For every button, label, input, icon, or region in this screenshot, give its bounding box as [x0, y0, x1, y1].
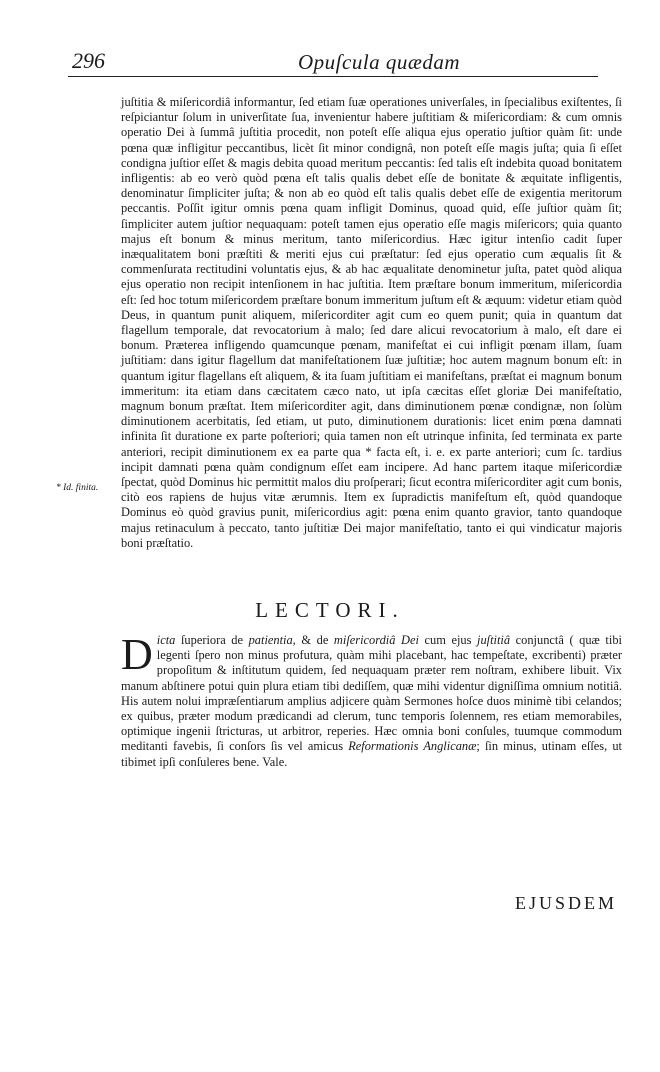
drop-cap: D [121, 630, 153, 679]
page-number: 296 [72, 48, 105, 73]
term-patientia: patientia [248, 633, 293, 647]
lector-text-5: ; ſin minus, utinam eſſes, ut tibimet ipſi conſuleres bene. Vale. [121, 739, 622, 769]
lector-text-4: conjunctâ ( quæ tibi legenti ſpero non minus profutura, quàm mihi placebant, hac tempeſtate, excribenti) præter propoſitum & inſtitutum quidem, ſed nequaquam præter rem noſtram, exhibere libuit. Vix manum abſtinere potui quin plura etiam tibi dediſſem, quæ mihi videntur digniſſima omnium notitiâ. His autem nolui impræſentiarum amplius adjicere quàm Sermones hoſce duos minimè tibi celandos; ex quibus, præter modum prædicandi ad clerum, tunc temporis ſolennem, res etiam memorabiles, optimique ingenii ſtricturas, ut arbitror, reperies. Hæc omnia boni conſules, tuumque commodum meditanti favebis, ſi conſors ſis vel amicus [121, 633, 622, 754]
margin-note: * Id. finita. [56, 483, 99, 493]
lector-text-1: ſuperiora de [175, 633, 249, 647]
lector-text-block [121, 630, 622, 770]
section-heading: LECTORI. [255, 598, 405, 622]
term-justitia: juſtitiâ [477, 633, 511, 647]
body-paragraph: juſtitia & miſericordiâ informantur, ſed etiam ſuæ operationes univerſales, in ſpecialibus exiſtentes, ſi reſpiciantur ſolum in univerſitate ſua, invenientur habere juſtitiam & miſericordiam: & cum omnis operatio Dei à ſummâ juſtitia procedit, non poteſt eſſe aliqua ejus operatio juſtior quàm ſit: unde pœna quæ infligitur peccantibus, licèt ſit minor condignâ, non poteſt eſſe magis juſta; quia ſi eſſet condigna juſtior eſſet & magis debita quoad meritum peccantis: ſed talis eſt indebita quoad bonitatem infligentis: ab eo verò quòd pœna eſt talis qualis debet eſſe de bonitate & æquitate infligentis, denominatur ſimpliciter juſta; & non ab eo quòd eſt talis qualis debet eſſe de exigentia meritorum peccantis. Poſſit igitur omnis pœna quam infligit Dominus, quoad quid, eſſe juſtior quàm ſit; ſimpliciter autem juſtior nequaquam: poteſt tamen ejus operatio eſſe magis miſericors; quia quanto majus eſt bonum & minus meritum, tanto miſericordius. Hæc igitur intenſio cadit ſuper inæqualitatem boni præſtiti & meriti ejus cui præſtatur: ſed ejus operatio cum æqualis ſit & commenſurata rectitudini voluntatis ejus, & ab hac æqualitate denominetur juſta, patet quòd aliqua ejus operatio non recipit intenſionem in hac juſtitia. Item præſtare bonum immeritum, miſericordia eſt: ſed hoc totum miſericordem præſtare bonum immeritum juſtum eſt & æquum: videtur etiam quòd Deus, in quantum punit aliquem, miſericorditer agit cum eo quem punit; quia in quantum dat flagellum temporale, dat revocatorium à malo; ſed dare alicui revocatorium à malo, eſt dare ei bonum. Præterea infligendo quamcunque pœnam, manifeſtat ei cui infligit pœnam illam, ſuam juſtitiam: dans igitur flagellum dat manifeſtationem ſuæ juſtitiæ; hoc autem magnum bonum eſt: in quantum igitur flagellans eſt aliquem, & ita ſuam juſtitiam ei manifeſtans, præſtat ei magnum bonum immeritum: ita etiam dans cæcitatem cæco nato, ut ipſa cæcitas eſſet gloriæ Dei manifeſtatio, magnum bonum præſtat. Item miſericorditer agit, dans diminutionem pœnæ condignæ, non ſolùm diminutionem acerbitatis, ſed etiam, ut puto, diminutionem durationis: licet enim pœna damnati infinita ſit duratione ex parte poſteriori; quia tamen non eſt utrinque infinita, ſed terminata ex parte anteriori, recipit diminutionem ex ea parte qua * facta eſt, i. e. ex parte anteriori; cum ſc. tardius incipit damnati pœna quàm condignum eſſet eam incipere. Ad hanc partem itaque miſericordiæ ſpectat, quòd Dominus hic permittit malos diu proſperari; ſicut econtra miſericorditer agit cum bonis, citò eos rapiens de hujus vitæ ærumnis. Item ex ſupradictis manifeſtum eſt, quòd quandoque Dominus eò quòd gravius punit, miſericordius agit: pœna enim quanto gravior, tanto quandoque majus retinaculum à peccato, tanto juſtitiæ Dei major manifeſtatio, tanto ei qui vindicatur majoris boni præſtatio. [121, 95, 622, 550]
running-title: Opuſcula quædam [298, 50, 461, 74]
header-rule [68, 76, 598, 77]
term-reformationis: Reformationis Anglicanæ [348, 739, 477, 754]
main-text-block [121, 95, 622, 551]
term-misericordia: miſericordiâ Dei [333, 633, 419, 647]
initial-word-rest: icta [156, 633, 176, 647]
lector-text-3: cum ejus [418, 633, 478, 647]
lector-paragraph [121, 630, 622, 770]
lector-text-2: , & de [292, 633, 334, 647]
catchword: EJUSDEM [514, 893, 617, 913]
